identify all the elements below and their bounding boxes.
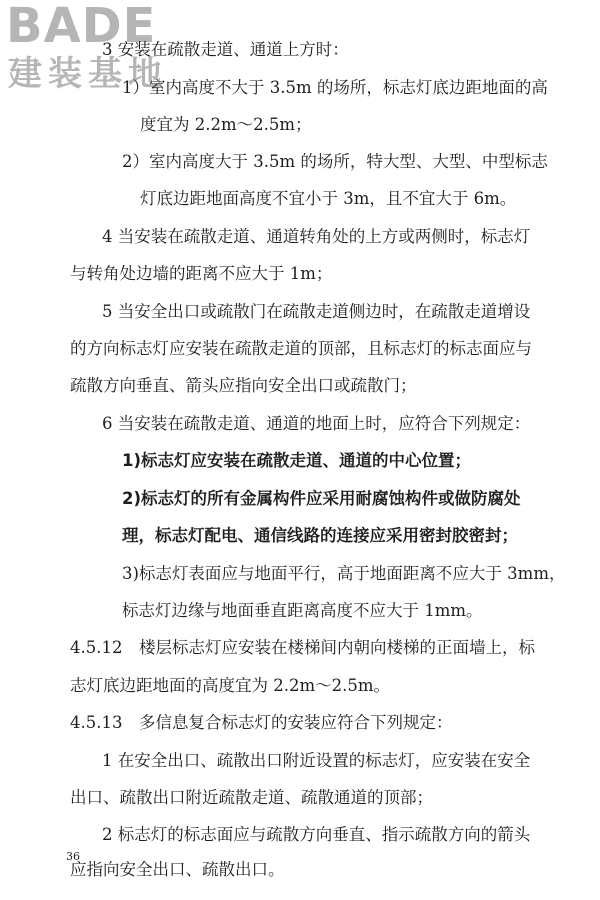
text-line: 3)标志灯表面应与地面平行，高于地面距离不应大于 3mm， <box>122 564 566 583</box>
text-line: 疏散方向垂直、箭头应指向安全出口或疏散门； <box>70 376 417 395</box>
text-line-bold: 2)标志灯的所有金属构件应采用耐腐蚀构件或做防腐处 <box>122 489 521 508</box>
text-line: 4.5.12 楼层标志灯应安装在楼梯间内朝向楼梯的正面墙上，标 <box>70 638 535 657</box>
text-line: 的方向标志灯应安装在疏散走道的顶部，且标志灯的标志面应与 <box>70 339 532 358</box>
text-line-bold: 1)标志灯应安装在疏散走道、通道的中心位置； <box>122 451 472 470</box>
text-line: 与转角处边墙的距离不应大于 1m； <box>70 264 333 283</box>
text-line: 4.5.13 多信息复合标志灯的安装应符合下列规定： <box>70 713 453 732</box>
text-line: 1）室内高度不大于 3.5m 的场所，标志灯底边距地面的高 <box>122 78 548 97</box>
watermark-brand: BADE <box>6 0 157 54</box>
watermark-subtitle: 建装基地 <box>8 54 168 94</box>
text-line: 4 当安装在疏散走道、通道转角处的上方或两侧时，标志灯 <box>102 227 531 246</box>
text-line: 度宜为 2.2m～2.5m； <box>140 115 312 134</box>
text-line-bold: 理，标志灯配电、通信线路的连接应采用密封胶密封； <box>122 526 518 545</box>
text-line: 应指向安全出口、疏散出口。 <box>70 860 285 879</box>
text-line: 标志灯边缘与地面垂直距离高度不应大于 1mm。 <box>122 601 483 620</box>
text-line: 志灯底边距地面的高度宜为 2.2m～2.5m。 <box>70 676 391 695</box>
text-line: 5 当安全出口或疏散门在疏散走道侧边时，在疏散走道增设 <box>102 302 531 321</box>
page-number: 36 <box>66 850 80 863</box>
text-line: 灯底边距地面高度不宜小于 3m，且不宜大于 6m。 <box>140 189 517 208</box>
text-line: 2）室内高度大于 3.5m 的场所，特大型、大型、中型标志 <box>122 152 548 171</box>
text-line: 6 当安装在疏散走道、通道的地面上时，应符合下列规定： <box>102 414 531 433</box>
text-line: 1 在安全出口、疏散出口附近设置的标志灯，应安装在安全 <box>102 751 531 770</box>
text-line: 2 标志灯的标志面应与疏散方向垂直、指示疏散方向的箭头 <box>102 825 531 844</box>
text-line: 3 安装在疏散走道、通道上方时： <box>102 40 349 59</box>
text-line: 出口、疏散出口附近疏散走道、疏散通道的顶部； <box>70 788 433 807</box>
